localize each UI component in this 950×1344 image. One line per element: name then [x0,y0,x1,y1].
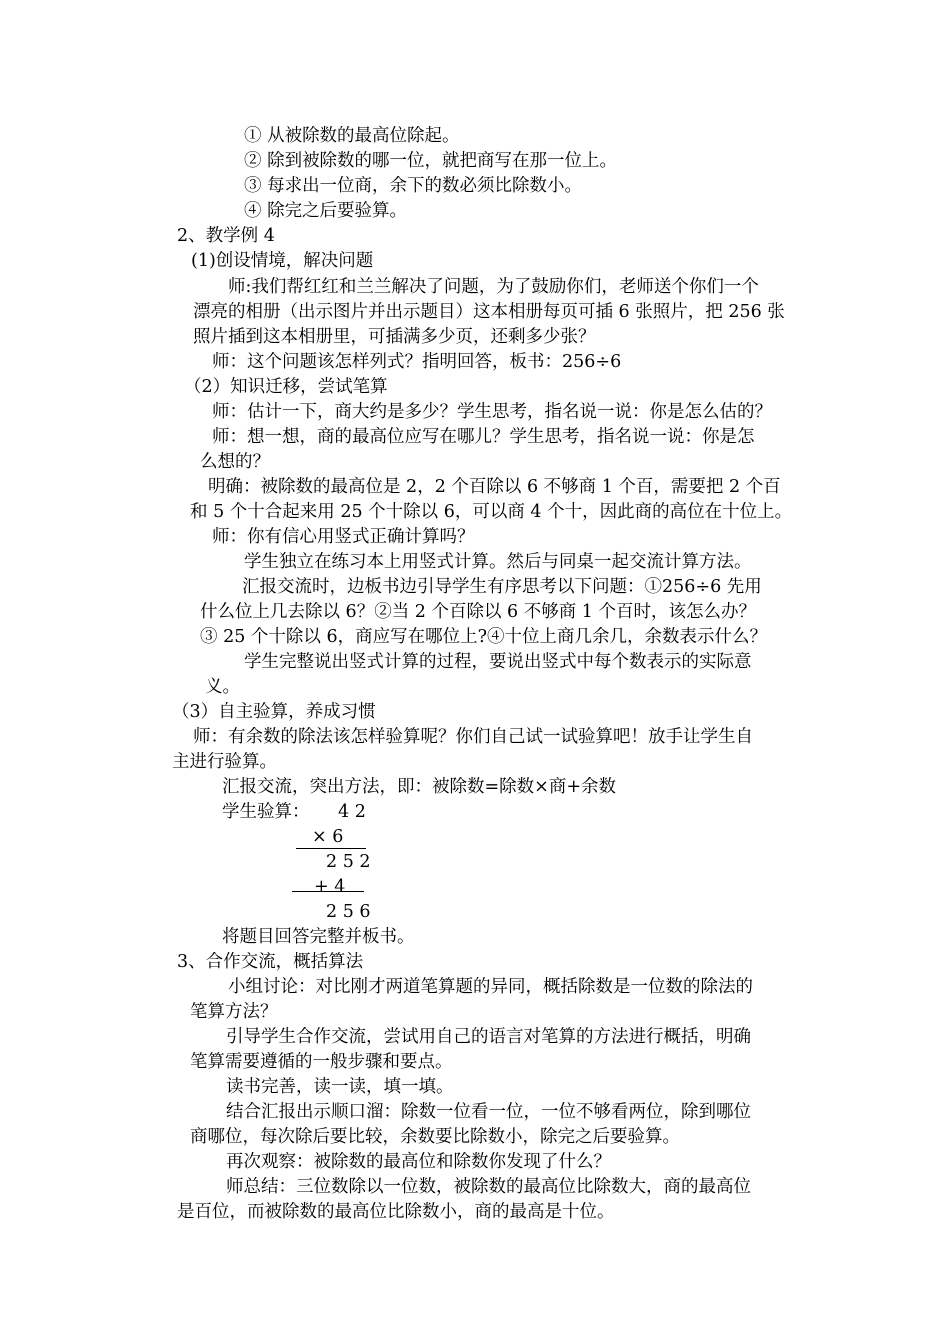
paragraph-line: 什么位上几去除以 6？②当 2 个百除以 6 不够商 1 个百时，该怎么办？ [200,602,756,622]
calc-rule-1 [296,848,366,849]
calc-rule-2 [292,891,364,892]
calc-result: 2 5 6 [326,902,371,922]
subheading-3: （3）自主验算，养成习惯 [172,702,376,722]
paragraph-line: 师：你有信心用竖式正确计算吗？ [212,527,475,547]
paragraph-line: 师：想一想，商的最高位应写在哪儿？学生思考，指名说一说：你是怎 [212,427,755,447]
paragraph-line: 师：估计一下，商大约是多少？学生思考，指名说一说：你是怎么估的？ [212,402,772,422]
paragraph-line: 师：这个问题该怎样列式？指明回答，板书：256÷6 [212,352,622,372]
paragraph-line: 汇报交流，突出方法，即：被除数=除数×商+余数 [222,777,616,797]
paragraph-line: 是百位，而被除数的最高位比除数小，商的最高是十位。 [177,1202,615,1222]
paragraph-line: 主进行验算。 [172,752,277,772]
paragraph-line: 学生独立在练习本上用竖式计算。然后与同桌一起交流计算方法。 [244,552,752,572]
paragraph-line: 结合汇报出示顺口溜：除数一位看一位，一位不够看两位，除到哪位 [226,1102,751,1122]
paragraph-line: 义。 [205,677,240,697]
paragraph-line: 漂亮的相册（出示图片并出示题目）这本相册每页可插 6 张照片，把 256 张 [193,302,785,322]
paragraph-line: 照片插到这本相册里，可插满多少页，还剩多少张？ [193,327,596,347]
section-heading-3: 3、合作交流，概括算法 [177,952,364,972]
step-3: ③ 每求出一位商，余下的数必须比除数小。 [244,176,583,196]
step-4: ④ 除完之后要验算。 [244,201,408,221]
paragraph-line: 商哪位，每次除后要比较，余数要比除数小，除完之后要验算。 [190,1127,680,1147]
paragraph-line: 明确：被除数的最高位是 2，2 个百除以 6 不够商 1 个百，需要把 2 个百 [208,477,781,497]
step-1: ① 从被除数的最高位除起。 [244,126,460,146]
paragraph-line: 和 5 个十合起来用 25 个十除以 6，可以商 4 个十，因此商的高位在十位上。 [190,502,793,522]
subheading-1: (1)创设情境，解决问题 [191,251,374,271]
calc-multiplicand: 4 2 [338,802,366,822]
paragraph-line: 笔算方法？ [190,1002,278,1022]
calc-product: 2 5 2 [326,852,371,872]
paragraph-line: 汇报交流时，边板书边引导学生有序思考以下问题：①256÷6 先用 [242,577,762,597]
section-heading-2: 2、教学例 4 [177,226,275,246]
paragraph-line: 学生完整说出竖式计算的过程，要说出竖式中每个数表示的实际意 [244,652,752,672]
paragraph-line: 笔算需要遵循的一般步骤和要点。 [190,1052,453,1072]
calc-multiplier: × 6 [312,827,344,847]
paragraph-line: 将题目回答完整并板书。 [222,927,415,947]
paragraph-line: 么想的？ [200,452,270,472]
paragraph-line: 师:我们帮红红和兰兰解决了问题，为了鼓励你们，老师送个你们一个 [228,277,759,297]
step-2: ② 除到被除数的哪一位，就把商写在那一位上。 [244,151,618,171]
paragraph-line: 读书完善，读一读，填一填。 [226,1077,454,1097]
paragraph-line: 师总结：三位数除以一位数，被除数的最高位比除数大，商的最高位 [226,1177,751,1197]
paragraph-line: 再次观察：被除数的最高位和除数你发现了什么？ [226,1152,611,1172]
paragraph-line: ③ 25 个十除以 6，商应写在哪位上?④十位上商几余几，余数表示什么？ [200,627,767,647]
paragraph-line: 小组讨论：对比刚才两道笔算题的异同，概括除数是一位数的除法的 [228,977,753,997]
calc-addend: + 4 [314,877,346,897]
paragraph-line: 师：有余数的除法该怎样验算呢？你们自己试一试验算吧！放手让学生自 [193,727,753,747]
paragraph-line: 引导学生合作交流，尝试用自己的语言对笔算的方法进行概括，明确 [226,1027,751,1047]
subheading-2: （2）知识迁移，尝试笔算 [184,377,388,397]
paragraph-line: 学生验算： [222,802,310,822]
